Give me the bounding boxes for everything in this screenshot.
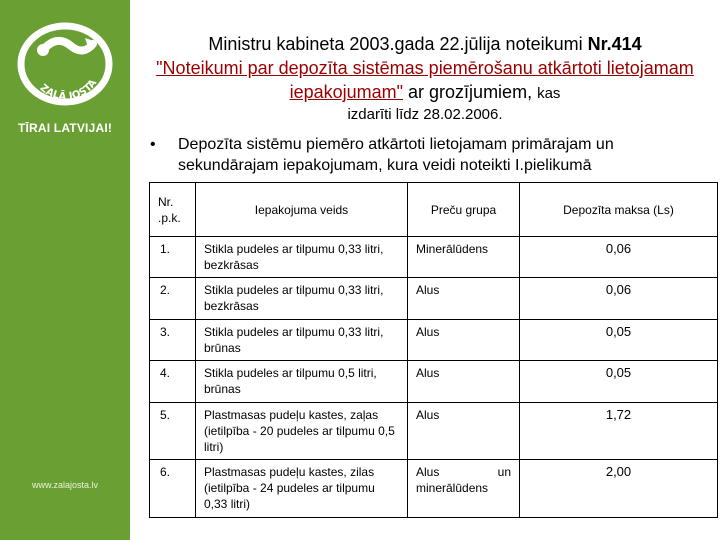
cell-package-type: Stikla pudeles ar tilpumu 0,33 litri, bezkrāsas (196, 278, 408, 319)
table-row (150, 278, 718, 319)
table-row (150, 319, 718, 360)
cell-package-type: Plastmasas pudeļu kastes, zaļas (ietilpība - 20 pudeles ar tilpumu 0,5 litri) (196, 402, 408, 460)
table-row (150, 402, 718, 460)
cell-package-type: Plastmasas pudeļu kastes, zilas (ietilpība - 24 pudeles ar tilpumu 0,33 litri) (196, 460, 408, 518)
cell-nr: 4. (150, 361, 196, 402)
col-header-deposit: Depozīta maksa (Ls) (520, 183, 718, 237)
cell-product-group (408, 460, 520, 518)
recycle-ring-logo-icon (13, 20, 117, 110)
cell-product-group: Alus (408, 361, 520, 402)
table-row (150, 237, 718, 278)
table-row (150, 460, 718, 518)
cell-nr: 3. (150, 319, 196, 360)
bullet-text: Depozīta sistēmu piemēro atkārtoti lietojamam primārajam un sekundārajam iepakojumam, kura veidi noteikti I.pielikumā (178, 136, 614, 174)
cell-deposit: 0,05 (520, 319, 718, 360)
title-suffix-small: kas (537, 85, 561, 102)
title-suffix: ar grozījumiem, (403, 82, 538, 102)
slide-subtitle: izdarīti līdz 28.02.2006. (347, 106, 503, 123)
cell-product-group: Alus (408, 278, 520, 319)
cell-package-type: Stikla pudeles ar tilpumu 0,33 litri, bezkrāsas (196, 237, 408, 278)
title-prefix: Ministru kabineta 2003.gada 22.jūlija noteikumi (208, 34, 588, 54)
cell-package-type: Stikla pudeles ar tilpumu 0,5 litri, brūnas (196, 361, 408, 402)
cell-deposit: 2,00 (520, 460, 718, 518)
cell-nr: 5. (150, 402, 196, 460)
table-row (150, 361, 718, 402)
table-header-row (150, 183, 718, 237)
cell-deposit: 0,06 (520, 278, 718, 319)
zala-josta-logo (13, 20, 117, 110)
col-header-nr: Nr. .p.k. (150, 183, 196, 237)
svg-text:ZAĻĀ JOSTA: ZAĻĀ JOSTA (37, 77, 100, 103)
cell-deposit: 0,06 (520, 237, 718, 278)
cell-product-group-text: Alus un minerālūdens (416, 465, 511, 496)
cell-product-group: Minerālūdens (408, 237, 520, 278)
col-header-package-type: Iepakojuma veids (196, 183, 408, 237)
title-regulation-number: Nr.414 (587, 34, 642, 54)
cell-deposit: 0,05 (520, 361, 718, 402)
col-header-product-group: Preču grupa (408, 183, 520, 237)
cell-package-type: Stikla pudeles ar tilpumu 0,33 litri, brūnas (196, 319, 408, 360)
title-regulation-name: "Noteikumi par depozīta sistēmas piemērošanu atkārtoti lietojamam iepakojumam" (156, 58, 694, 102)
cell-nr: 1. (150, 237, 196, 278)
cell-product-group: Alus (408, 402, 520, 460)
cell-nr: 2. (150, 278, 196, 319)
brand-url[interactable]: www.zalajosta.lv (31, 480, 99, 490)
cell-nr: 6. (150, 460, 196, 518)
bullet-marker: • (150, 136, 156, 153)
cell-deposit: 1,72 (520, 402, 718, 460)
cell-product-group: Alus (408, 319, 520, 360)
brand-sidebar (0, 0, 130, 540)
slide-title (140, 32, 710, 106)
deposit-table (149, 182, 718, 518)
brand-tagline: TĪRAI LATVIJAI! (17, 121, 113, 135)
